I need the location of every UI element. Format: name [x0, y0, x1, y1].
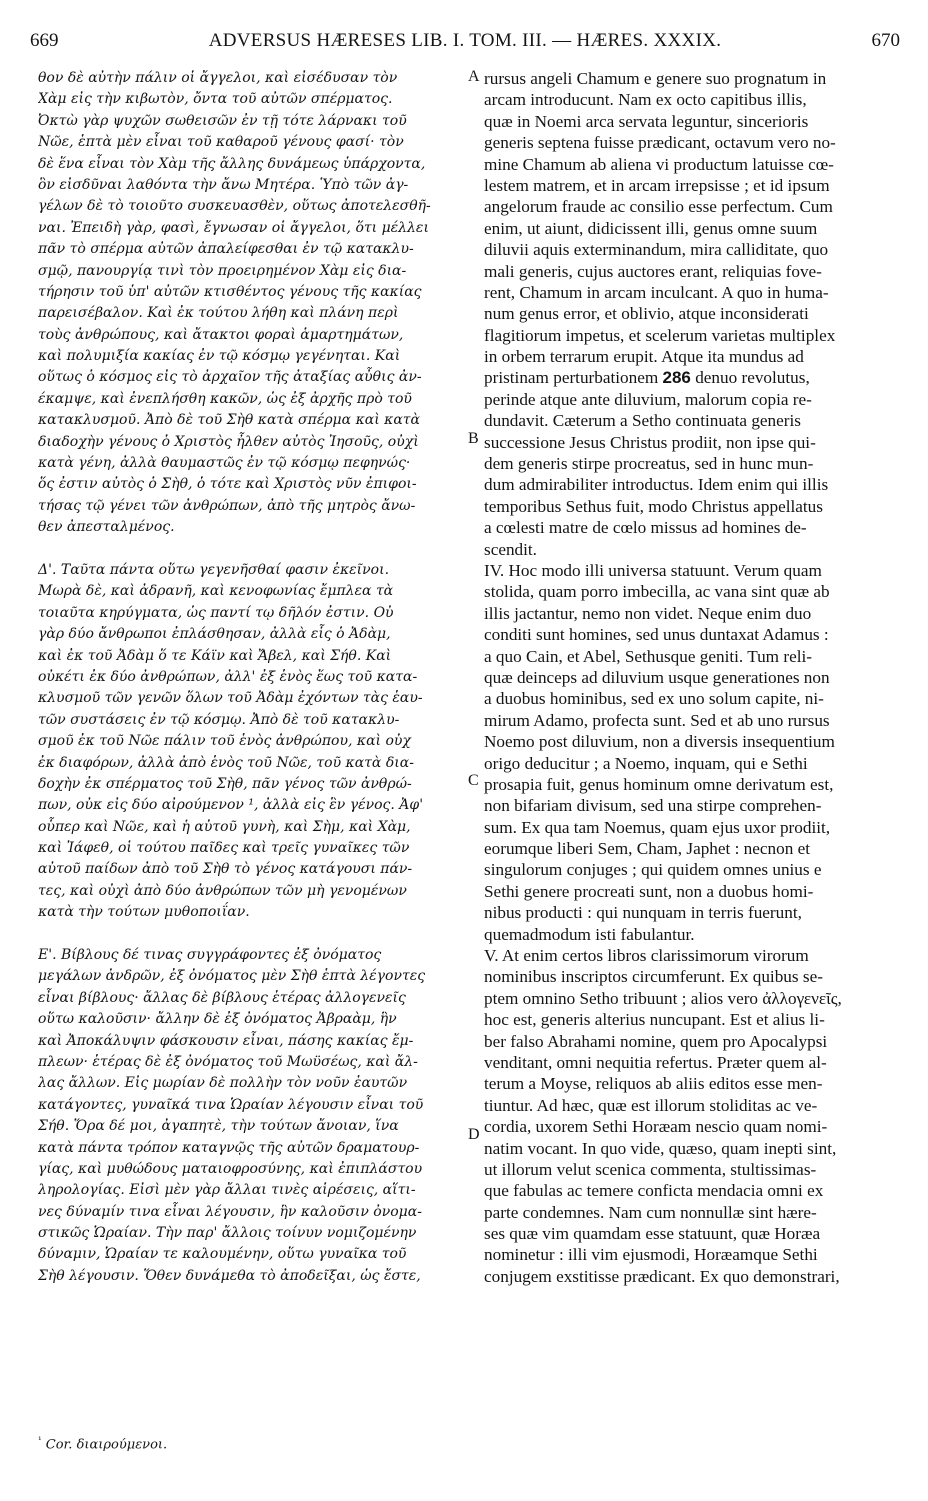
latin-text-line: terum a Moyse, reliquos ab aliis editos esse men-: [484, 1074, 823, 1094]
latin-text-line: IV. Hoc modo illi universa statuunt. Verum quam: [484, 560, 822, 580]
greek-text-line: καὶ Ἰάφεθ, οἱ τούτου παῖδες καὶ τρεῖς γυναῖκες τῶν: [38, 840, 410, 857]
latin-text-line: mirum Adamo, profecta sunt. Sed et ab uno rursus: [484, 710, 830, 730]
greek-text-line: τῶν συστάσεις ἐν τῷ κόσμῳ. Ἀπὸ δὲ τοῦ κατακλυ-: [38, 711, 400, 728]
latin-text-line: a cœlesti matre de cœlo missus ad homines de-: [484, 518, 807, 538]
latin-text-line: venditant, omni nequitia refertus. Præter quem al-: [484, 1052, 827, 1072]
greek-text-line: Ε'. Βίβλους δέ τινας συγγράφοντες ἐξ ὀνόματος: [38, 947, 382, 964]
greek-text-line: τοὺς ἀνθρώπους, καὶ ἄτακτοι φοραὶ ἁμαρτημάτων,: [38, 326, 404, 343]
latin-text-line: mali generis, cujus auctores erant, reliquias fove-: [484, 261, 822, 281]
latin-text-line: que fabulas ac temere conficta mendacia omni ex: [484, 1181, 824, 1201]
greek-text-line: τοιαῦτα κηρύγματα, ὡς παντί τῳ δῆλόν ἐστιν. Οὐ: [38, 604, 394, 621]
left-page-number: 669: [30, 30, 59, 51]
greek-text-line: μεγάλων ἀνδρῶν, ἐξ ὀνόματος μὲν Σὴθ ἑπτὰ λέγοντες: [38, 968, 426, 985]
right-page-number: 670: [871, 30, 900, 51]
latin-text-line: angelorum fraude ac consilio esse perfectum. Cum: [484, 197, 833, 217]
greek-text-line: οὗπερ καὶ Νῶε, καὶ ἡ αὐτοῦ γυνὴ, καὶ Σὴμ, καὶ Χὰμ,: [38, 818, 411, 835]
greek-text-line: Μωρὰ δὲ, καὶ ἀδρανῆ, καὶ κενοφωνίας ἔμπλεα τὰ: [38, 583, 394, 600]
latin-text-line: quæ deinceps ad diluvium usque generationes non: [484, 667, 830, 687]
latin-text-line: [484, 367, 896, 388]
latin-text-line: generis septena fuisse prædicant, octavum vero no-: [484, 133, 836, 153]
latin-text-line: illis jactantur, nemo non videt. Neque enim duo: [484, 603, 812, 623]
greek-text-line: γὰρ δύο ἄνθρωποι ἐπλάσθησαν, ἀλλὰ εἷς ὁ Ἀδὰμ,: [38, 626, 391, 643]
margin-letter-d: D: [468, 1126, 480, 1143]
running-title: ADVERSUS HÆRESES LIB. I. TOM. III. — HÆRES. XXXIX.: [208, 30, 722, 51]
greek-text-line: λας ἄλλων. Εἰς μωρίαν δὲ πολλὴν τὸν νοῦν ἑαυτῶν: [38, 1075, 408, 1092]
greek-text-line: κατὰ τὴν τούτων μυθοποιΐαν.: [38, 904, 250, 921]
greek-text-line: Ὀκτὼ γὰρ ψυχῶν σωθεισῶν ἐν τῇ τότε λάρνακι τοῦ: [38, 112, 407, 129]
greek-text-line: οὐκέτι ἐκ δύο ἀνθρώπων, ἀλλ' ἐξ ἑνὸς ἕως τοῦ κατα-: [38, 668, 418, 685]
footnote: [38, 1436, 167, 1452]
latin-text-line: tiuntur. Ad hæc, quæ est illorum stoliditas ac ve-: [484, 1095, 818, 1115]
latin-text-line: dum admirabiliter introductus. Idem enim qui illis: [484, 475, 829, 495]
latin-text-line: parte condemnes. Nam cum nonnullæ sint hære-: [484, 1202, 817, 1222]
greek-text-line: εἶναι βίβλους· ἄλλας δὲ βίβλους ἑτέρας ἀλλογενεῖς: [38, 989, 406, 1006]
margin-letter-b: B: [468, 430, 479, 447]
paragraph-gap: [38, 924, 468, 945]
latin-text-line: perinde atque ante diluvium, malorum copia re-: [484, 389, 812, 409]
latin-text-line: quæ in Noemi arca servata leguntur, sincerioris: [484, 111, 809, 131]
latin-text-line: quemadmodum isti fabulantur.: [484, 924, 695, 944]
latin-text-line: successione Jesus Christus prodiit, non ipse qui-: [484, 432, 816, 452]
latin-text-line: nominibus inscriptos circumferunt. Ex quibus se-: [484, 967, 823, 987]
latin-text-line: ber falso Abrahami nomine, quem pro Apocalypsi: [484, 1031, 828, 1051]
latin-text-line: in orbem terrarum erupit. Atque ita mundus ad: [484, 347, 804, 367]
greek-text-line: ὅς ἐστιν αὐτὸς ὁ Σὴθ, ὁ τότε καὶ Χριστὸς νῦν ἐπιφοι-: [38, 476, 417, 493]
greek-text-line: τήσας τῷ γένει τῶν ἀνθρώπων, ἀπὸ τῆς μητρὸς ἄνω-: [38, 497, 416, 514]
running-header: [30, 30, 900, 60]
latin-text-line: non bifariam divisum, sed una stirpe comprehen-: [484, 796, 822, 816]
latin-text-line: rent, Chamum in arcam inculcant. A quo in huma-: [484, 282, 829, 302]
greek-text-line: δύναμιν, Ὡραίαν τε καλουμένην, οὕτω γυναῖκα τοῦ: [38, 1246, 407, 1263]
greek-text-line: κατάγοντες, γυναῖκά τινα Ὡραίαν λέγουσιν εἶναι τοῦ: [38, 1096, 424, 1113]
latin-text-line: rursus angeli Chamum e genere suo prognatum in: [484, 69, 827, 88]
greek-text-line: Σήθ. Ὅρα δέ μοι, ἀγαπητὲ, τὴν τούτων ἄνοιαν, ἵνα: [38, 1118, 399, 1135]
paragraph-gap: [38, 539, 468, 560]
latin-text-line: temporibus Sethus fuit, modo Christus appellatus: [484, 496, 823, 516]
latin-text-line: origo deducitur ; a Noemo, inquam, qui e Sethi: [484, 753, 808, 773]
greek-text-line: Νῶε, ἑπτὰ μὲν εἶναι τοῦ καθαροῦ γένους φασί· τὸν: [38, 134, 404, 151]
latin-text-line: a duobus hominibus, sed ex uno solum capite, ni-: [484, 689, 824, 709]
margin-letter-c: C: [468, 772, 479, 789]
latin-text-line: mine Chamum ab aliena vi productum latuisse cœ-: [484, 154, 834, 174]
greek-text-line: πᾶν τὸ σπέρμα αὐτῶν ἀπαλείφεσθαι ἐν τῷ κατακλυ-: [38, 241, 414, 258]
latin-text-line: arcam introducunt. Nam ex octo capitibus illis,: [484, 90, 807, 110]
greek-text-line: οὕτως ὁ κόσμος εἰς τὸ ἀρχαῖον τῆς ἀταξίας αὖθις ἀν-: [38, 369, 422, 386]
page-reference-number: 286: [662, 368, 691, 388]
margin-letter-a: A: [468, 68, 480, 85]
greek-text-line: κατὰ γένη, ἀλλὰ θαυμαστῶς ἐν τῷ κόσμῳ πεφηνώς·: [38, 455, 411, 472]
latin-text-line: enim, ut aiunt, didicissent illi, genus omne suum: [484, 218, 818, 238]
latin-text-line: ses quæ vim quamdam esse statuunt, quæ Horæa: [484, 1224, 821, 1244]
greek-text-line: πων, οὐκ εἰς δύο αἰρούμενον ¹, ἀλλὰ εἰς ἓν γένος. Ἀφ': [38, 797, 424, 814]
latin-text-line: conjugem exstitisse prædicant. Ex quo demonstrari,: [484, 1266, 840, 1286]
greek-text-line: παρεισέβαλον. Καὶ ἐκ τούτου λήθη καὶ πλάνη περὶ: [38, 305, 399, 322]
greek-text-line: κατὰ πάντα τρόπον καταγνῷς τῆς αὐτῶν δραματουρ-: [38, 1139, 420, 1156]
greek-text-line: γίας, καὶ μυθώδους ματαιοφροσύνης, καὶ ἐπιπλάστου: [38, 1160, 423, 1177]
greek-text-line: κατακλυσμοῦ. Ἀπὸ δὲ τοῦ Σὴθ κατὰ σπέρμα καὶ κατὰ: [38, 412, 420, 429]
greek-text-line: ναι. Ἐπειδὴ γὰρ, φασὶ, ἔγνωσαν οἱ ἄγγελοι, ὅτι μέλλει: [38, 219, 429, 236]
greek-text-line: αὐτοῦ παίδων ἀπὸ τοῦ Σὴθ τὸ γένος κατάγουσι πάν-: [38, 861, 413, 878]
latin-text-line: Sethi genere procreati sunt, non a duobus homi-: [484, 881, 814, 901]
latin-text-line: num genus error, et oblivio, atque inconsiderati: [484, 304, 809, 324]
greek-text-line: δοχὴν ἐκ σπέρματος τοῦ Σὴθ, πᾶν γένος τῶν ἀνθρώ-: [38, 775, 412, 792]
greek-text-line: σμοῦ ἐκ τοῦ Νῶε πάλιν τοῦ ἑνὸς ἀνθρώπου, καὶ οὐχ: [38, 733, 411, 750]
greek-text-line: διαδοχὴν γένους ὁ Χριστὸς ἦλθεν αὐτὸς Ἰησοῦς, οὐχὶ: [38, 433, 419, 450]
greek-text-line: καὶ ἐκ τοῦ Ἀδὰμ ὅ τε Κάϊν καὶ Ἄβελ, καὶ Σήθ. Καὶ: [38, 647, 392, 664]
greek-text-line: ἐκ διαφόρων, ἀλλὰ ἀπὸ ἑνὸς τοῦ Νῶε, τοῦ κατὰ δια-: [38, 754, 414, 771]
greek-text-column: [38, 68, 468, 1287]
latin-text-line: flagitiorum impetus, et scelerum varietas multiplex: [484, 325, 836, 345]
latin-text-line: nibus producti : qui nunquam in terris fuerunt,: [484, 903, 802, 923]
greek-text-line: σμῷ, πανουργίᾳ τινὶ τὸν προειρημένον Χὰμ εἰς δια-: [38, 262, 407, 279]
greek-text-line: νες δύναμίν τινα εἶναι λέγουσιν, ἣν καλοῦσιν ὀνομα-: [38, 1203, 422, 1220]
latin-text-line: prosapia fuit, genus hominum omne derivatum est,: [484, 774, 834, 794]
line-text: pristinam perturbationem: [484, 368, 659, 388]
greek-text-line: έκαμψε, καὶ ἐνεπλήσθη κακῶν, ὡς ἐξ ἀρχῆς πρὸ τοῦ: [38, 390, 412, 407]
greek-text-line: κλυσμοῦ τῶν γενῶν ὅλων τοῦ Ἀδὰμ ἐχόντων τὰς ἑαυ-: [38, 690, 423, 707]
latin-text-line: conditi sunt homines, sed unus duntaxat Adamus :: [484, 625, 829, 645]
greek-text-line: Δ'. Ταῦτα πάντα οὕτω γεγενῆσθαί φασιν ἐκεῖνοι.: [38, 561, 390, 578]
footnote-text: Cor. διαιρούμενοι.: [45, 1437, 168, 1453]
greek-text-line: ὃν εἰσδῦναι λαθόντα τὴν ἄνω Μητέρα. Ὑπὸ τῶν ἀγ-: [38, 176, 409, 193]
latin-text-line: V. At enim certos libros clarissimorum virorum: [484, 946, 809, 966]
latin-text-line: dem generis stirpe procreatus, sed in hunc mun-: [484, 454, 814, 474]
greek-text-line: τήρησιν τοῦ ὑπ' αὐτῶν κτισθέντος γένους τῆς κακίας: [38, 283, 422, 300]
greek-text-line: Σὴθ λέγουσιν. Ὅθεν δυνάμεθα τὸ ἀποδεῖξαι, ὡς ἔστε,: [38, 1267, 421, 1284]
greek-text-line: καὶ πολυμιξία κακίας ἐν τῷ κόσμῳ γεγένηται. Καὶ: [38, 348, 401, 365]
latin-text-line: a quo Cain, et Abel, Sethusque geniti. Tum reli-: [484, 646, 812, 666]
latin-text-line: dundavit. Cæterum a Setho continuata generis: [484, 411, 801, 431]
footnote-number: ¹: [38, 1436, 42, 1446]
latin-text-line: diluvii aquis exterminandum, mira calliditate, quo: [484, 240, 829, 260]
latin-text-column: [484, 68, 896, 1287]
greek-text-line: θον δὲ αὐτὴν πάλιν οἱ ἄγγελοι, καὶ εἰσέδυσαν τὸν: [38, 70, 398, 86]
latin-text-line: singulorum conjuges ; qui quidem omnes unius e: [484, 860, 822, 880]
latin-text-line: nominetur : illi vim ejusmodi, Horæamque Sethi: [484, 1245, 818, 1265]
greek-text-line: τες, καὶ οὐχὶ ἀπὸ δύο ἀνθρώπων τῶν μὴ γενομένων: [38, 882, 407, 899]
latin-text-line: scendit.: [484, 539, 537, 559]
latin-text-line: cordia, uxorem Sethi Horæam nescio quam nomi-: [484, 1117, 828, 1137]
greek-text-line: γέλων δὲ τὸ τοιοῦτο συσκευασθὲν, οὕτως ἀποτελεσθῆ-: [38, 198, 431, 215]
greek-text-line: Χὰμ εἰς τὴν κιβωτὸν, ὄντα τοῦ αὐτῶν σπέρματος.: [38, 91, 393, 108]
greek-text-line: οὕτω καλοῦσιν· ἄλλην δὲ ἐξ ὀνόματος Ἀβραὰμ, ἣν: [38, 1011, 397, 1028]
latin-text-line: stolida, quam porro imbecilla, ac vana sint quæ ab: [484, 582, 830, 602]
latin-text-line: hoc est, generis alterius nuncupant. Est et alius li-: [484, 1010, 825, 1030]
latin-text-line: lestem matrem, et in arcam irrepsisse ; et id ipsum: [484, 175, 830, 195]
latin-text-line: ut illorum velut scenica commenta, stultissimas-: [484, 1159, 817, 1179]
latin-text-line: Noemo post diluvium, non a diversis insequentium: [484, 732, 835, 752]
greek-text-line: καὶ Ἀποκάλυψιν φάσκουσιν εἶναι, πάσης κακίας ἔμ-: [38, 1032, 414, 1049]
greek-text-line: θεν ἀπεσταλμένος.: [38, 519, 175, 536]
greek-text-line: στικῶς Ὡραίαν. Τὴν παρ' ἄλλοις τοίνυν νομιζομένην: [38, 1225, 417, 1242]
greek-text-line: ληρολογίας. Εἰσὶ μὲν γὰρ ἄλλαι τινὲς αἱρέσεις, αἵτι-: [38, 1182, 416, 1199]
latin-text-line: eorumque liberi Sem, Cham, Japhet : necnon et: [484, 839, 811, 859]
greek-text-line: δὲ ἕνα εἶναι τὸν Χὰμ τῆς ἄλλης δυνάμεως ὑπάρχοντα,: [38, 155, 426, 172]
line-text-continued: denuo revolutus,: [695, 368, 810, 388]
latin-text-line: sum. Ex qua tam Noemus, quam ejus uxor prodiit,: [484, 817, 831, 837]
latin-text-line: ptem omnino Setho tribuunt ; alios vero ἀλλογενεῖς,: [484, 988, 842, 1008]
greek-text-line: πλεων· ἑτέρας δὲ ἐξ ὀνόματος τοῦ Μωϋσέως, καὶ ἄλ-: [38, 1053, 418, 1070]
latin-text-line: natim vocant. In quo vide, quæso, quam inepti sint,: [484, 1138, 837, 1158]
